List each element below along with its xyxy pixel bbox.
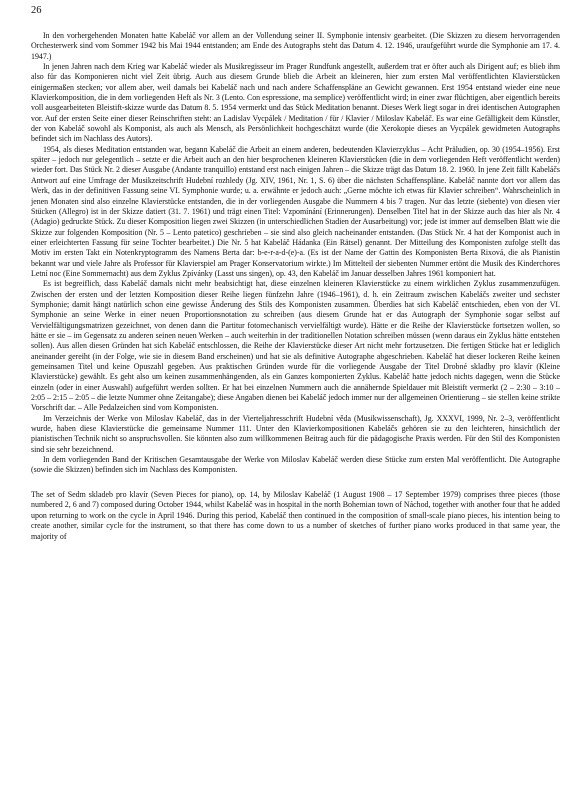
page-number: 26 bbox=[31, 5, 42, 16]
german-paragraph-1: In den vorhergehenden Monaten hatte Kabeláč vor allem an der Vollendung seiner II. Symphonie intensiv gearbeitet. (Die Skizzen zu diesem hervorragenden Orchesterwerk sind vom Sommer 1942 bis Mai 1944 entstanden; am Ende des Autographs steht das Datum 4. 12. 1946, uraufgeführt wurde die Symphonie am 17. 4. 1947.) bbox=[31, 31, 560, 61]
german-paragraph-4: Es ist begreiflich, dass Kabeláč damals nicht mehr beabsichtigt hat, diese einzelnen kleineren Klavierstücke zu einem wirklichen Zyklus zusammenzufügen. Zwischen der ersten und der letzten Komposition dieser Reihe liegen fünfzehn Jahre (1946–1961), d. h. ein Zeitraum zwischen Kabeláčs zweiter und sechster Symphonie; damit hängt natürlich schon eine gewisse Änderung des Stils des Komponisten zusammen. Überdies hat sich Kabeláč entschieden, eben von der VI. Symphonie an seine Werke in einer neuen Proportionsnotation zu schreiben (aus diesem Grunde hat er das Autograph der Symphonie sogar selbst auf Vervielfältigungsmatrizen gezeichnet, von denen dann die Partitur fotomechanisch vervielfältigt wurde). Hätte er die Reihe der Klavierstücke fortsetzen wollen, so hätte er sie – im Gegensatz zu anderen seinen neuen Werken – auch weiterhin in der traditionellen Notation schreiben müssen (wenn daraus ein Zyklus hätte entstehen sollen). Aus allen diesen Gründen hat sich Kabeláč entschlossen, die Reihe der Klavierstücke dieser Art nicht mehr fortzusetzen. Die fertigen Stücke hat er lediglich aneinander gereiht (in der Folge, wie sie in diesem Band erscheinen) und hat sie als definitive Autographe abgeschrieben. Kabeláč hat dieser lockeren Reihe keinen gemeinsamen Titel und keine Opuszahl gegeben. Aus praktischen Gründen wurde für die vorliegende Ausgabe der Titel Drobné skladby pro klavír (Kleine Klavierstücke) gewählt. Es geht also um keinen zusammenhängenden, als ein Ganzes komponierten Zyklus. Kabeláč hatte jedoch nichts dagegen, wenn die Stücke einzeln (oder in einer Auswahl) aufgeführt werden sollten. Er hat bei einzelnen Nummern auch die annähernde Spieldauer mit Bleistift vermerkt (2 – 2:30 – 3:10 – 2:05 – 2:15 – 2:05 – die letzte Nummer ohne Zeitangabe); diese Angaben dienen bei Kabeláč jedoch immer nur der allgemeinen Orientierung – sie stellen keine strikte Vorschrift dar. – Alle Pedalzeichen sind vom Komponisten. bbox=[31, 279, 560, 413]
english-paragraph: The set of Sedm skladeb pro klavír (Seven Pieces for piano), op. 14, by Miloslav Kabeláč (1 August 1908 – 17 September 1979) comprises three pieces (those numbered 2, 6 and 7) composed during October 1944, whilst Kabeláč was in hospital in the north Bohemian town of Náchod, together with another four that he added upon returning to work on the cycle in April 1946. During this period, Kabeláč then continued in the composition of small-scale piano pieces, his intention being to create another, similar cycle for the instrument, so that there has come down to us a number of sketches of further piano works produced in that same year, the majority of bbox=[31, 489, 560, 541]
english-text-section bbox=[31, 490, 560, 542]
german-text-section bbox=[31, 31, 560, 476]
german-paragraph-3: 1954, als dieses Meditation entstanden war, begann Kabeláč die Arbeit an einem anderen, bedeutenden Klavierzyklus – Acht Präludien, op. 30 (1954–1956). Erst später – jedoch nur gelegentlich – setzte er die Arbeit auch an den hier besprochenen kleineren Klavierstücken (die in dem vorliegenden Heft veröffentlicht werden) wieder fort. Das Stück Nr. 2 dieser Ausgabe (Andante tranquillo) entstand erst nach einigen Jahren – die Skizze trägt das Datum 18. 2. 1960. In jene Zeit fällt Kabeláčs Antwort auf eine Umfrage der Musikzeitschrift Hudební rozhledy (Jg. XIV, 1961, Nr. 1, S. 6) über die nächsten Schaffenspläne. Kabeláč nannte dort vor allem das Werk, das in der definitiven Fassung seine VI. Symphonie wurde; u. a. erwähnte er jedoch auch: „Gerne möchte ich etwas für Klavier schreiben“. Wahrscheinlich in jenen Monaten sind also einzelne Klavierstücke entstanden, die in der vorliegenden Ausgabe die Nummern 4 bis 7 tragen. Nur das letzte (siebente) von diesen vier Stücken (Allegro) ist in der Skizze datiert (31. 7. 1961) und trägt einen Titel: Vzpomínání (Erinnerungen). Denselben Titel hat in der Skizze auch das hier als Nr. 4 (Adagio) gedruckte Stück. Zu dieser Komposition liegen zwei Skizzen (in unterschiedlichen Stadien der Ausarbeitung) vor; jede ist immer auf demselben Blatt wie die Skizze zur folgenden Komposition (Nr. 5 – Lento patetico) geschrieben – sie sind also gleich nacheinander entstanden. (Das Stück Nr. 4 hat der Komponist auch in einer erleichterten Fassung für seine Tochter bearbeitet.) Die Nr. 5 hat Kabeláč Hádanka (Ein Rätsel) genannt. Der Mitteilung des Komponisten zufolge stellt das Motiv im ersten Takt ein Notenkryptogramm des Namens Berta dar: b-e-r-a-d-(e)-a. (Es ist der Name der Gattin des Komponisten Berta Rixová, die als Pianistin bekannt war und viele Jahre als Professor für Klavierspiel am Prager Konservatorium wirkte.) Im Mittelteil der siebenten Nummer ertönt die Musik des Kinderchores Letní noc (Eine Sommernacht) aus dem Zyklus Zpívánky (Lasst uns singen), op. 43, den Kabeláč im Januar desselben Jahres 1961 komponiert hat. bbox=[31, 144, 560, 278]
german-paragraph-6: In dem vorliegenden Band der Kritischen Gesamtausgabe der Werke von Miloslav Kabeláč werden diese Stücke zum ersten Mal veröffentlicht. Die Autographe (sowie die Skizzen) befinden sich im Nachlass des Komponisten. bbox=[31, 455, 560, 475]
german-paragraph-5: Im Verzeichnis der Werke von Miloslav Kabeláč, das in der Vierteljahresschrift Hudební věda (Musikwissenschaft), Jg. XXXVI, 1999, Nr. 2–3, veröffentlicht wurde, haben diese Klavierstücke die gemeinsame Nummer 111. Unter den Klavierkompositionen Kabeláčs gehören sie zu den leichteren, hinsichtlich der pianistischen Technik nicht so anspruchsvollen. Sie könnten also zum willkommenen Beitrag auch für die pädagogische Praxis werden. Für den Stil des Komponisten sind sie sehr bezeichnend. bbox=[31, 413, 560, 454]
german-paragraph-2: In jenen Jahren nach dem Krieg war Kabeláč wieder als Musikregisseur im Prager Rundfunk angestellt, außerdem trat er öfter auch als Dirigent auf; es blieb ihm also für das Komponieren nicht viel Zeit übrig. Auch aus diesem Grunde blieb die Arbeit an kleineren, hier zum ersten Mal veröffentlichten Klavierstücken einigermaßen stecken; vor allem aber, weil damals bei Kabeláč nach und nach andere Schaffenspläne an Gewicht gewannen. Erst 1954 entstand wieder eine neue Klavierkomposition, die in dem vorliegenden Heft als Nr. 3 (Lento. Con espressione, ma semplice) veröffentlicht wird; in einer zwar flüchtigen, aber eigentlich bereits voll ausgearbeiteten Bleistift-skizze wurde das Datum 8. 5. 1954 vermerkt und das Stück Meditation benannt. Dieses Werk liegt sogar in drei identischen Autographen vor. Auf der ersten Seite einer dieser Reinschriften steht: an Ladislav Vycpálek / Meditation / für / Klavier / Miloslav Kabeláč. Es war eine Gefälligkeit dem Künstler, der von Kabeláč sowohl als Komponist, als auch als Mensch, als Persönlichkeit hochgeschätzt wurde (die Xerokopie dieses an Vycpálek gewidmeten Autographs befindet sich im Nachlass des Autors). bbox=[31, 62, 560, 144]
